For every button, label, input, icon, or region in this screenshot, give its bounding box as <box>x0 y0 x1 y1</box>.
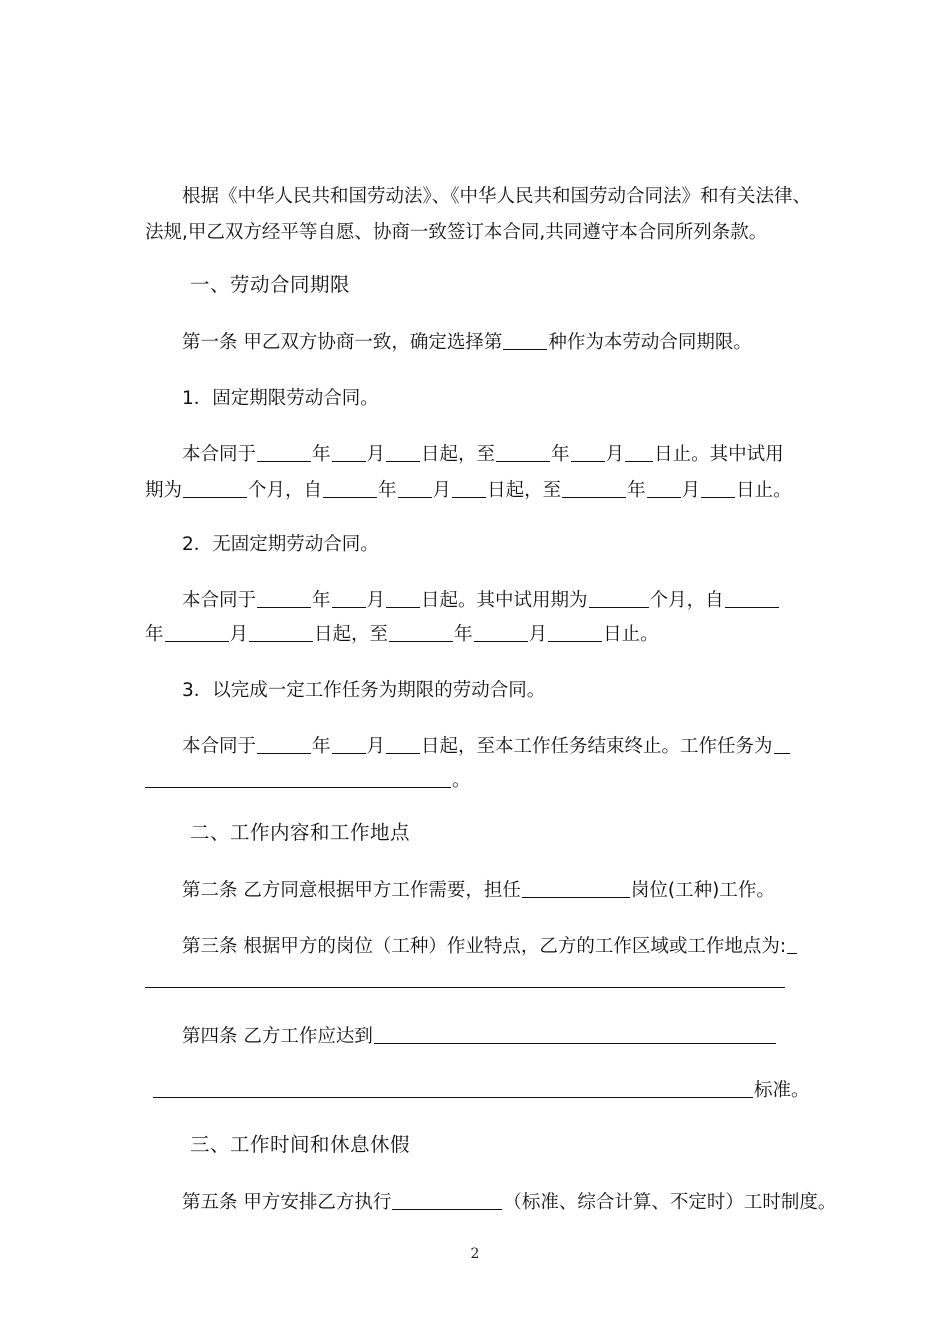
blank-field[interactable] <box>571 442 605 462</box>
article-4-standard-line: 标准。 <box>145 1078 810 1104</box>
option-3-dates-line-1: 本合同于 年 月 日起，至本工作任务结束终止。工作任务为 <box>182 734 810 760</box>
blank-field[interactable] <box>496 442 550 462</box>
blank-field[interactable] <box>257 442 311 462</box>
blank-field[interactable] <box>452 478 486 498</box>
preamble-line-2: 法规,甲乙双方经平等自愿、协商一致签订本合同,共同遵守本合同所列条款。 <box>145 222 768 243</box>
blank-field[interactable] <box>562 478 626 498</box>
blank-field[interactable] <box>332 734 366 754</box>
blank-field[interactable] <box>257 588 311 608</box>
option-3-title: 3．以完成一定工作任务为期限的劳动合同。 <box>182 680 546 701</box>
blank-field[interactable] <box>474 622 528 642</box>
article-3-location-line <box>145 968 810 994</box>
blank-field[interactable] <box>183 478 247 498</box>
blank-field[interactable] <box>589 588 649 608</box>
blank-field[interactable] <box>625 442 653 462</box>
option-2-dates-line-2: 年 月 日起，至 年 月 日止。 <box>145 624 659 645</box>
blank-field[interactable] <box>503 330 547 350</box>
blank-field[interactable] <box>332 588 366 608</box>
blank-field[interactable] <box>386 734 420 754</box>
blank-field[interactable] <box>701 478 735 498</box>
blank-field[interactable] <box>774 734 790 754</box>
blank-field[interactable] <box>647 478 681 498</box>
option-2-dates-line-1: 本合同于 年 月 日起。其中试用期为 个月，自 <box>182 588 810 614</box>
blank-field[interactable] <box>548 622 602 642</box>
blank-field[interactable] <box>249 622 313 642</box>
article-3: 第三条 根据甲方的岗位（工种）作业特点，乙方的工作区域或工作地点为: <box>182 934 810 960</box>
standard-blank-field[interactable] <box>374 1024 776 1044</box>
article-2: 第二条 乙方同意根据甲方工作需要，担任 岗位(工种)工作。 <box>182 880 775 901</box>
section-3-heading: 三、工作时间和休息休假 <box>190 1133 411 1156</box>
work-hours-blank-field[interactable] <box>392 1190 502 1210</box>
blank-field[interactable] <box>257 734 311 754</box>
article-5: 第五条 甲方安排乙方执行 （标准、综合计算、不定时）工时制度。 <box>182 1192 837 1213</box>
option-3-task-line: 。 <box>145 768 810 794</box>
blank-field[interactable] <box>389 622 453 642</box>
article-4: 第四条 乙方工作应达到 <box>182 1024 810 1050</box>
section-2-heading: 二、工作内容和工作地点 <box>190 821 411 844</box>
standard-blank-field-2[interactable] <box>153 1078 753 1098</box>
position-blank-field[interactable] <box>522 878 630 898</box>
article-1: 第一条 甲乙双方协商一致，确定选择第 种作为本劳动合同期限。 <box>182 332 752 353</box>
task-blank-field[interactable] <box>145 768 451 788</box>
section-1-heading: 一、劳动合同期限 <box>190 273 351 296</box>
blank-field[interactable] <box>332 442 366 462</box>
page-number: 2 <box>470 1246 480 1262</box>
option-2-title: 2．无固定期劳动合同。 <box>182 534 379 555</box>
preamble-line-1: 根据《中华人民共和国劳动法》、《中华人民共和国劳动合同法》和有关法律、 <box>182 186 812 207</box>
blank-field[interactable] <box>386 442 420 462</box>
blank-field[interactable] <box>787 934 797 954</box>
blank-field[interactable] <box>725 588 779 608</box>
blank-field[interactable] <box>398 478 432 498</box>
blank-field[interactable] <box>386 588 420 608</box>
option-1-dates-line-2: 期为 个月，自 年 月 日起，至 年 月 日止。 <box>145 480 792 501</box>
location-blank-field[interactable] <box>145 968 785 988</box>
blank-field[interactable] <box>323 478 377 498</box>
option-1-title: 1．固定期限劳动合同。 <box>182 388 379 409</box>
blank-field[interactable] <box>165 622 229 642</box>
option-1-dates-line-1: 本合同于 年 月 日起，至 年 月 日止。其中试用 <box>182 444 784 465</box>
